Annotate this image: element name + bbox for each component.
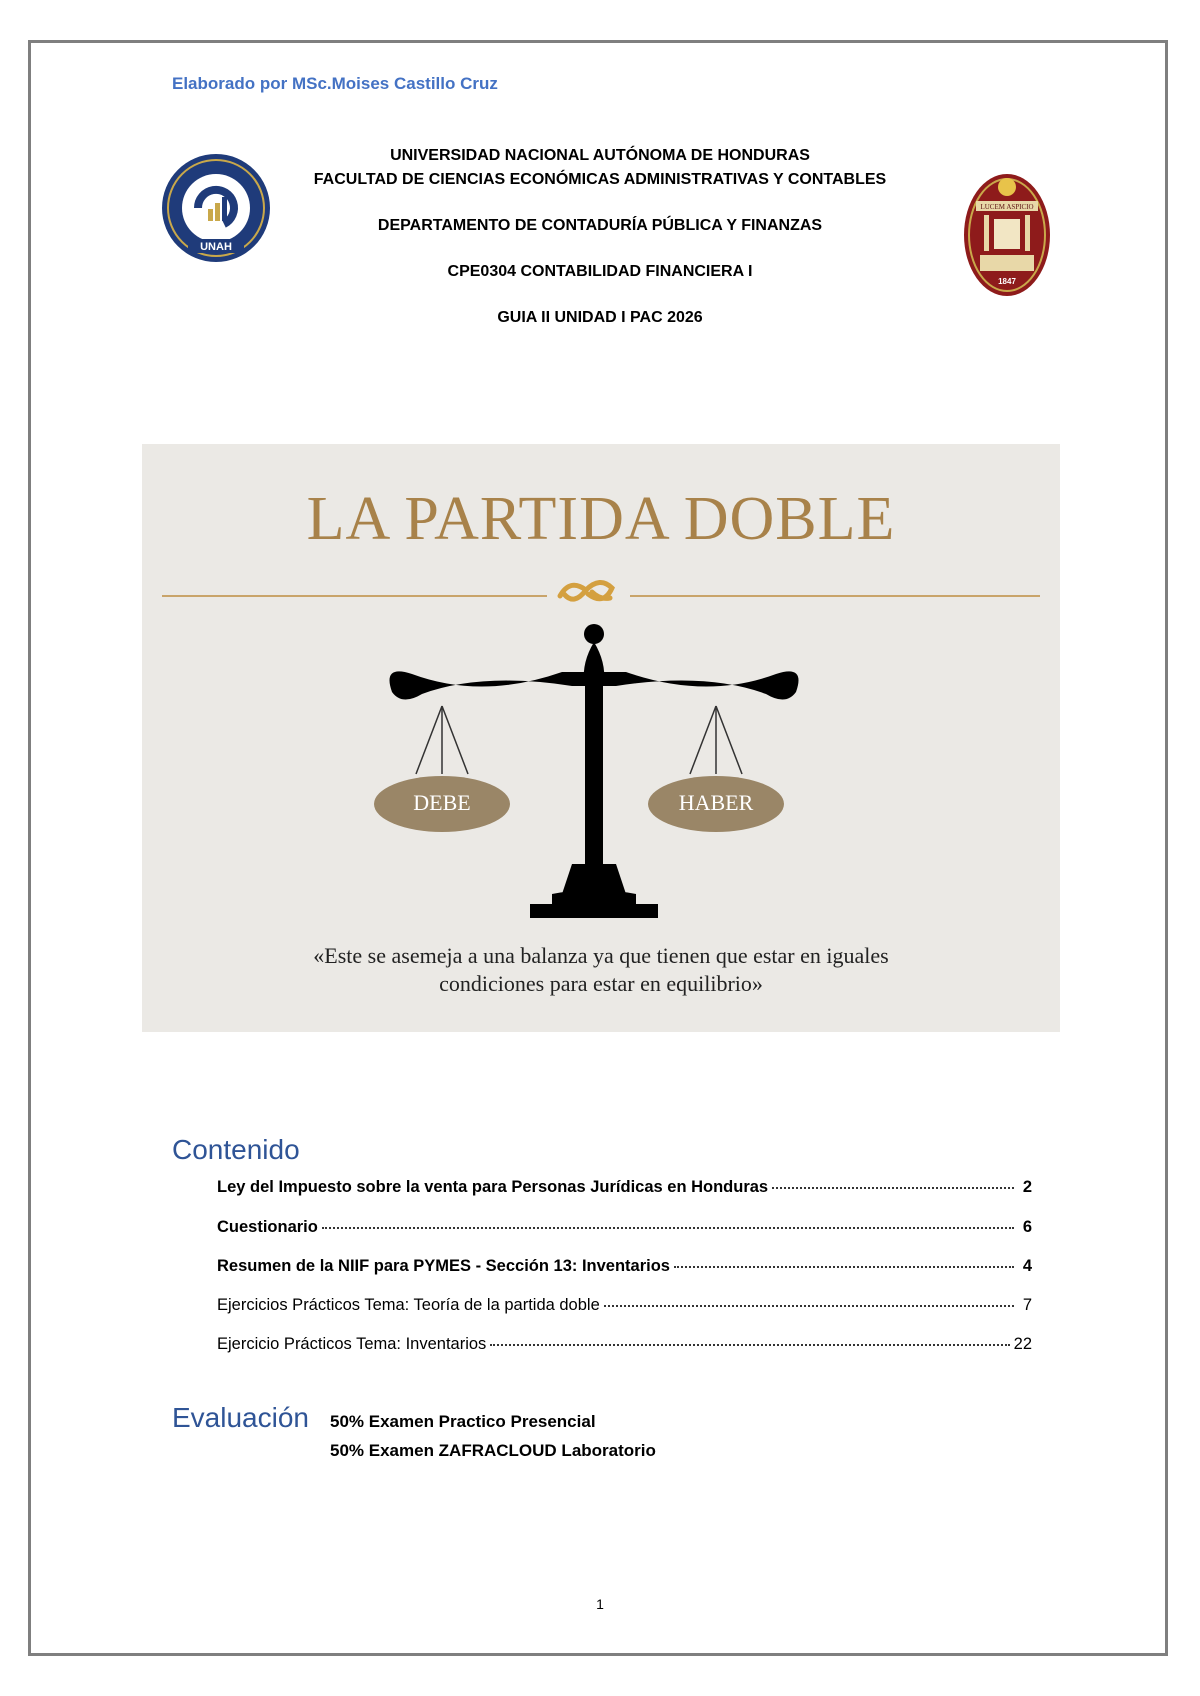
evaluation-line: 50% Examen Practico Presencial xyxy=(330,1412,596,1431)
university-name: UNIVERSIDAD NACIONAL AUTÓNOMA DE HONDURAS xyxy=(390,147,810,164)
university-seal xyxy=(962,167,1052,297)
toc-heading: Contenido xyxy=(172,1134,300,1165)
toc-leader xyxy=(322,1227,1014,1229)
toc-item-page: 7 xyxy=(1022,1296,1032,1314)
evaluation-line: 50% Examen ZAFRACLOUD Laboratorio xyxy=(330,1441,656,1460)
toc-item[interactable] xyxy=(217,1296,1032,1315)
seal-banner-text: LUCEM ASPICIO xyxy=(980,203,1034,211)
toc-item[interactable] xyxy=(217,1335,1032,1354)
toc-leader xyxy=(490,1344,1009,1346)
left-logo-text: UNAH xyxy=(200,241,232,253)
guide-title: GUIA II UNIDAD I PAC 2026 xyxy=(497,309,703,326)
toc-item-label: Resumen de la NIIF para PYMES - Sección 13: Inventarios xyxy=(217,1257,670,1275)
hero-image xyxy=(142,444,1060,1032)
department-name: DEPARTAMENTO DE CONTADURÍA PÚBLICA Y FINANZAS xyxy=(377,217,823,234)
toc-item-label: Cuestionario xyxy=(217,1218,318,1236)
toc-item-label: Ejercicio Prácticos Tema: Inventarios xyxy=(217,1335,487,1353)
toc-item-label: Ejercicios Prácticos Tema: Teoría de la partida doble xyxy=(217,1296,600,1314)
haber-label: HABER xyxy=(678,790,754,815)
faculty-logo xyxy=(158,153,274,263)
toc-item-label: Ley del Impuesto sobre la venta para Personas Jurídicas en Honduras xyxy=(217,1178,769,1196)
debe-label: DEBE xyxy=(413,790,471,815)
toc-leader xyxy=(674,1266,1014,1268)
toc-item-page: 6 xyxy=(1022,1218,1032,1236)
hero-title: LA PARTIDA DOBLE xyxy=(306,485,896,553)
document-header xyxy=(260,144,940,330)
seal-year: 1847 xyxy=(998,277,1016,286)
course-name: CPE0304 CONTABILIDAD FINANCIERA I xyxy=(447,263,753,280)
toc-item-page: 4 xyxy=(1022,1257,1032,1275)
author-credit: Elaborado por MSc.Moises Castillo Cruz xyxy=(172,74,498,93)
toc-leader xyxy=(604,1305,1014,1307)
toc-item[interactable] xyxy=(217,1218,1032,1237)
toc-item[interactable] xyxy=(217,1257,1032,1276)
quote-line-1: «Este se asemeja a una balanza ya que tienen que estar en iguales xyxy=(313,943,889,968)
toc-item[interactable] xyxy=(217,1178,1032,1197)
toc-item-page: 22 xyxy=(1013,1335,1032,1353)
faculty-name: FACULTAD DE CIENCIAS ECONÓMICAS ADMINISTRATIVAS Y CONTABLES xyxy=(313,171,887,188)
quote-line-2: condiciones para estar en equilibrio» xyxy=(439,971,763,996)
toc-item-page: 2 xyxy=(1022,1178,1032,1196)
evaluation-heading: Evaluación xyxy=(172,1402,309,1433)
page-number: 1 xyxy=(596,1596,604,1612)
toc-leader xyxy=(772,1187,1014,1189)
hero-quote xyxy=(242,942,960,998)
